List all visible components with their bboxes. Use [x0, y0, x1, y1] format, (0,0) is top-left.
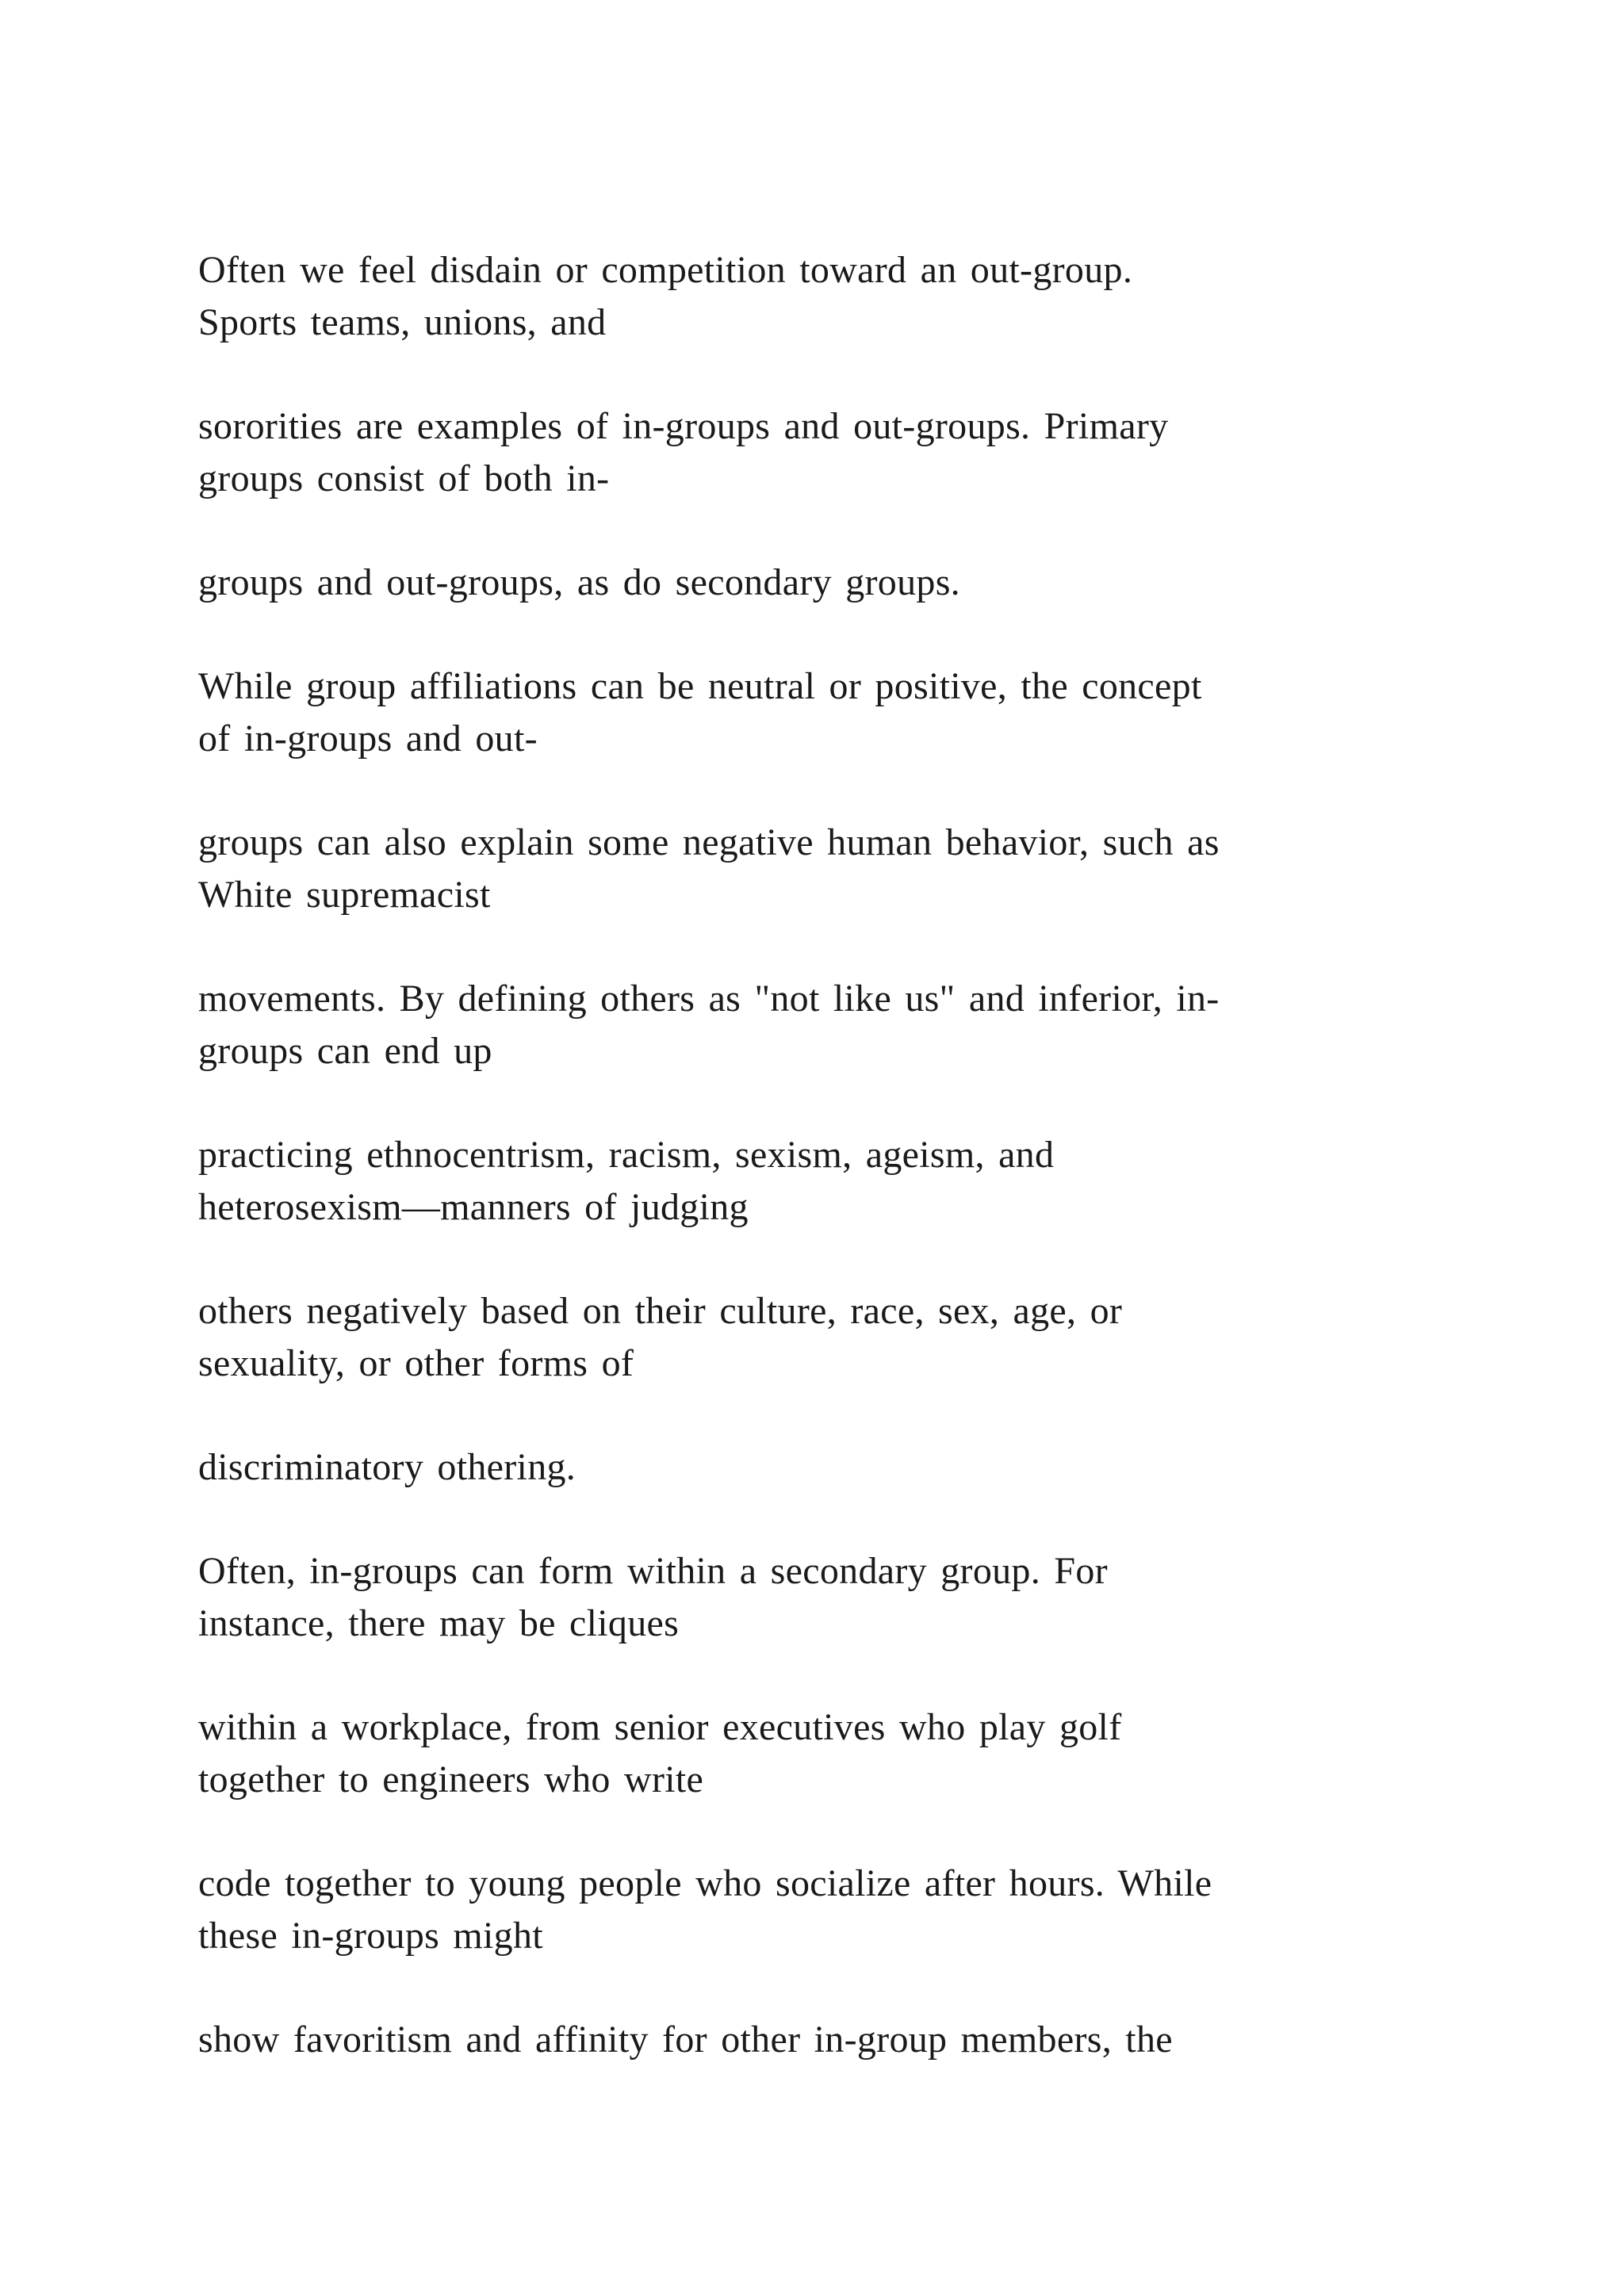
text-line: Sports teams, unions, and: [198, 301, 607, 343]
document-body: [198, 244, 1467, 2118]
paragraph: [198, 1858, 1467, 1962]
text-line: groups can also explain some negative human behavior, such as: [198, 821, 1220, 863]
paragraph: [198, 244, 1467, 349]
paragraph: [198, 1701, 1467, 1806]
paragraph: [198, 2014, 1467, 2066]
text-line: practicing ethnocentrism, racism, sexism, ageism, and: [198, 1134, 1055, 1176]
paragraph: [198, 557, 1467, 609]
paragraph: [198, 1545, 1467, 1650]
text-line: together to engineers who write: [198, 1758, 704, 1800]
text-line: Often, in-groups can form within a secondary group. For: [198, 1550, 1108, 1592]
text-line: show favoritism and affinity for other in-group members, the: [198, 2019, 1173, 2061]
paragraph: [198, 973, 1467, 1077]
paragraph: [198, 400, 1467, 505]
text-line: While group affiliations can be neutral or positive, the concept: [198, 665, 1202, 707]
text-line: instance, there may be cliques: [198, 1602, 680, 1644]
paragraph: [198, 1129, 1467, 1234]
text-line: discriminatory othering.: [198, 1446, 576, 1488]
text-line: groups can end up: [198, 1030, 492, 1072]
text-line: others negatively based on their culture, race, sex, age, or: [198, 1290, 1123, 1332]
text-line: of in-groups and out-: [198, 718, 538, 760]
text-line: White supremacist: [198, 874, 491, 916]
text-line: within a workplace, from senior executives who play golf: [198, 1706, 1122, 1748]
text-line: heterosexism—manners of judging: [198, 1186, 749, 1228]
text-line: movements. By defining others as "not like us" and inferior, in-: [198, 978, 1220, 1020]
paragraph: [198, 1441, 1467, 1494]
text-line: code together to young people who socialize after hours. While: [198, 1862, 1212, 1904]
paragraph: [198, 660, 1467, 765]
text-line: these in-groups might: [198, 1915, 543, 1957]
text-line: sororities are examples of in-groups and out-groups. Primary: [198, 405, 1169, 447]
paragraph: [198, 1285, 1467, 1390]
text-line: groups consist of both in-: [198, 457, 610, 499]
paragraph: [198, 817, 1467, 921]
text-line: Often we feel disdain or competition toward an out-group.: [198, 249, 1133, 291]
text-line: groups and out-groups, as do secondary groups.: [198, 561, 960, 603]
text-line: sexuality, or other forms of: [198, 1342, 634, 1384]
